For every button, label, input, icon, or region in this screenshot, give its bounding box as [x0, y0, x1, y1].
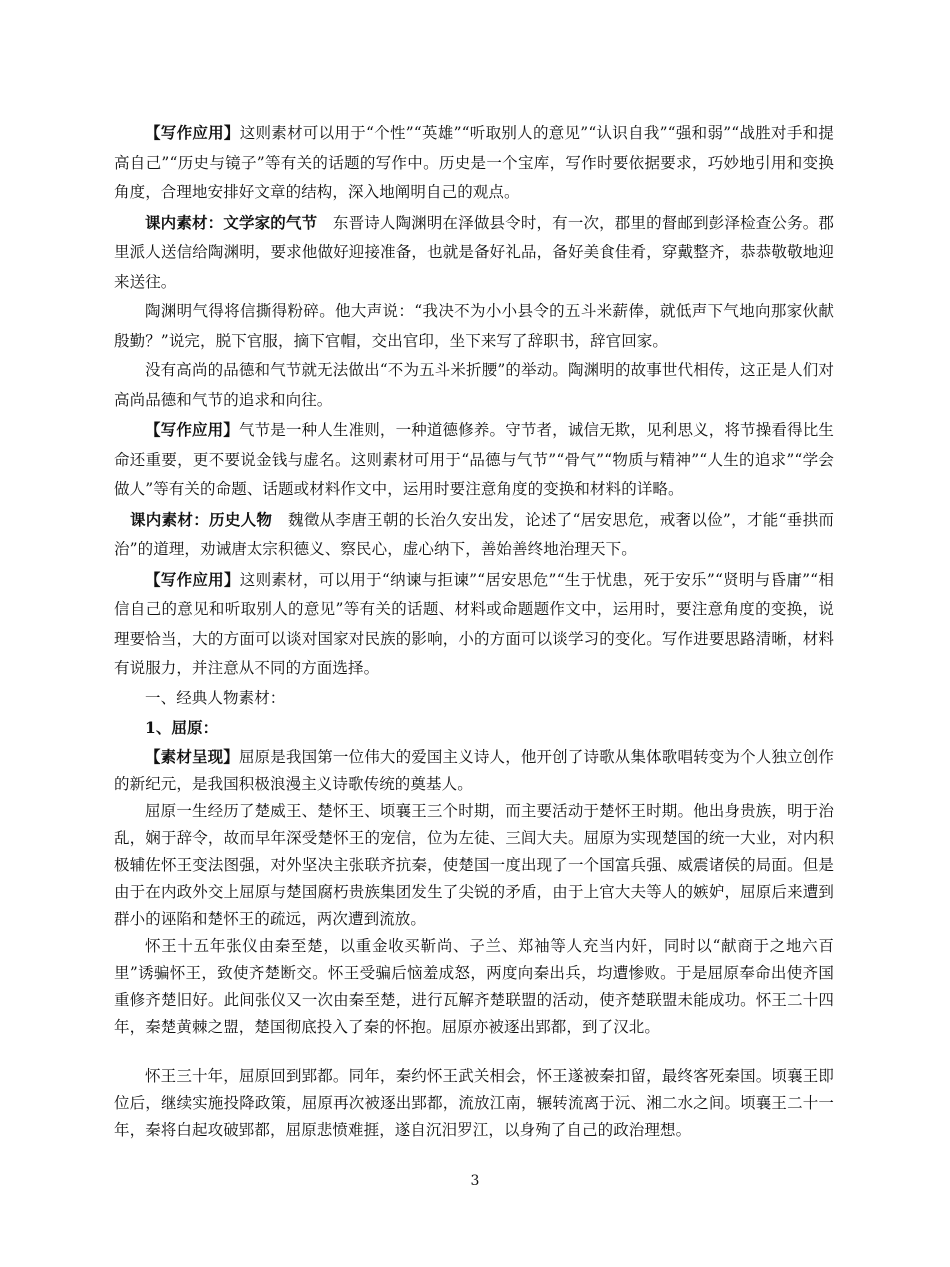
paragraph — [114, 684, 834, 714]
subheading: 1、屈原： — [145, 718, 219, 737]
spacer — [114, 1041, 834, 1063]
paragraph-text: 一、经典人物素材： — [145, 688, 286, 707]
section-label: 【素材呈现】 — [145, 746, 239, 766]
paragraph-text: 陶渊明气得将信撕得粉碎。他大声说：“我决不为小小县令的五斗米薪俸，就低声下气地向那家伙献殷勤？”说完，脱下官服，摘下官帽，交出官印，坐下来写了辞职书，辞官回家。 — [114, 302, 834, 350]
paragraph — [114, 1063, 834, 1144]
paragraph-text: 怀王三十年，屈原回到郢都。同年，秦约怀王武关相会，怀王遂被秦扣留，最终客死秦国。顷襄王即位后，继续实施投降政策，屈原再次被逐出郢都，流放江南，辗转流离于沅、湘二水之间。顷襄王二十一年，秦将白起攻破郢都，屈原悲愤难捱，遂自沉汨罗江，以身殉了自己的政治理想。 — [114, 1066, 834, 1139]
paragraph-text: 屈原是我国第一位伟大的爱国主义诗人，他开创了诗歌从集体歌唱转变为个人独立创作的新纪元，是我国积极浪漫主义诗歌传统的奠基人。 — [114, 747, 834, 793]
section-label: 【写作应用】 — [145, 123, 240, 142]
body-text — [114, 118, 834, 1144]
paragraph-text: 魏徵从李唐王朝的长治久安出发，论述了“居安思危，戒奢以俭”，才能“垂拱而治”的道理，劝诫唐太宗积德义、察民心，虚心纳下，善始善终地治理天下。 — [114, 510, 834, 558]
section-heading: 课内素材：文学家的气节 — [145, 212, 318, 232]
paragraph-text: 没有高尚的品德和气节就无法做出“不为五斗米折腰”的举动。陶渊明的故事世代相传，这正是人们对高尚品德和气节的追求和向往。 — [114, 361, 834, 409]
paragraph — [114, 415, 834, 505]
paragraph-text: 这则素材，可以用于“纳谏与拒谏”“居安思危”“生于忧患，死于安乐”“贤明与昏庸”“相信自己的意见和听取别人的意见”等有关的话题、材料或命题题作文中，运用时，要注意角度的变换，说理要恰当，大的方面可以谈对国家对民族的影响，小的方面可以谈学习的变化。写作进要思路清晰，材料有说服力，并注意从不同的方面选择。 — [114, 570, 834, 677]
paragraph — [114, 798, 834, 933]
paragraph-text: 这则素材可以用于“个性”“英雄”“听取别人的意见”“认识自我”“强和弱”“战胜对手和提高自己”“历史与镜子”等有关的话题的写作中。历史是一个宝库，写作时要依据要求，巧妙地引用和变换角度，合理地安排好文章的结构，深入地阐明自己的观点。 — [114, 124, 835, 201]
paragraph — [114, 356, 834, 415]
page-number: 3 — [470, 1173, 480, 1189]
paragraph — [114, 933, 834, 1041]
paragraph — [114, 713, 834, 743]
section-heading: 课内素材：历史人物 — [130, 509, 273, 529]
section-label: 【写作应用】 — [145, 569, 240, 589]
paragraph — [114, 743, 834, 798]
paragraph — [114, 297, 834, 356]
paragraph — [114, 505, 834, 565]
paragraph-text: 气节是一种人生准则，一种道德修养。守节者，诚信无欺，见利思义，将节操看得比生命还重要，更不要说金钱与虚名。这则素材可用于“品德与气节”“骨气”“物质与精神”“人生的追求”“学会做人”等有关的命题、话题或材料作文中，运用时要注意角度的变换和材料的详略。 — [114, 421, 834, 498]
paragraph-text: 东晋诗人陶渊明在泽做县令时，有一次，郡里的督邮到彭泽检查公务。郡里派人送信给陶渊明，要求他做好迎接准备，也就是备好礼品，备好美食佳肴，穿戴整齐，恭恭敬敬地迎来送往。 — [114, 213, 834, 291]
section-label: 【写作应用】 — [145, 420, 239, 439]
paragraph — [114, 565, 834, 684]
paragraph — [114, 118, 834, 208]
paragraph-text: 屈原一生经历了楚威王、楚怀王、顷襄王三个时期，而主要活动于楚怀王时期。他出身贵族，明于治乱，娴于辞令，故而早年深受楚怀王的宠信，位为左徒、三闾大夫。屈原为实现楚国的统一大业，对内积极辅佐怀王变法图强，对外坚决主张联齐抗秦，使楚国一度出现了一个国富兵强、威震诸侯的局面。但是由于在内政外交上屈原与楚国腐朽贵族集团发生了尖锐的矛盾，由于上官大夫等人的嫉妒，屈原后来遭到群小的诬陷和楚怀王的疏远，两次遭到流放。 — [114, 801, 834, 928]
quyuan-section — [114, 743, 834, 1144]
paragraph-text: 怀王十五年张仪由秦至楚，以重金收买靳尚、子兰、郑袖等人充当内奸，同时以“献商于之地六百里”诱骗怀王，致使齐楚断交。怀王受骗后恼羞成怒，两度向秦出兵，均遭惨败。于是屈原奉命出使齐国重修齐楚旧好。此间张仪又一次由秦至楚，进行瓦解齐楚联盟的活动，使齐楚联盟未能成功。怀王二十四年，秦楚黄棘之盟，楚国彻底投入了秦的怀抱。屈原亦被逐出郢都，到了汉北。 — [114, 936, 834, 1036]
paragraph — [114, 208, 834, 298]
